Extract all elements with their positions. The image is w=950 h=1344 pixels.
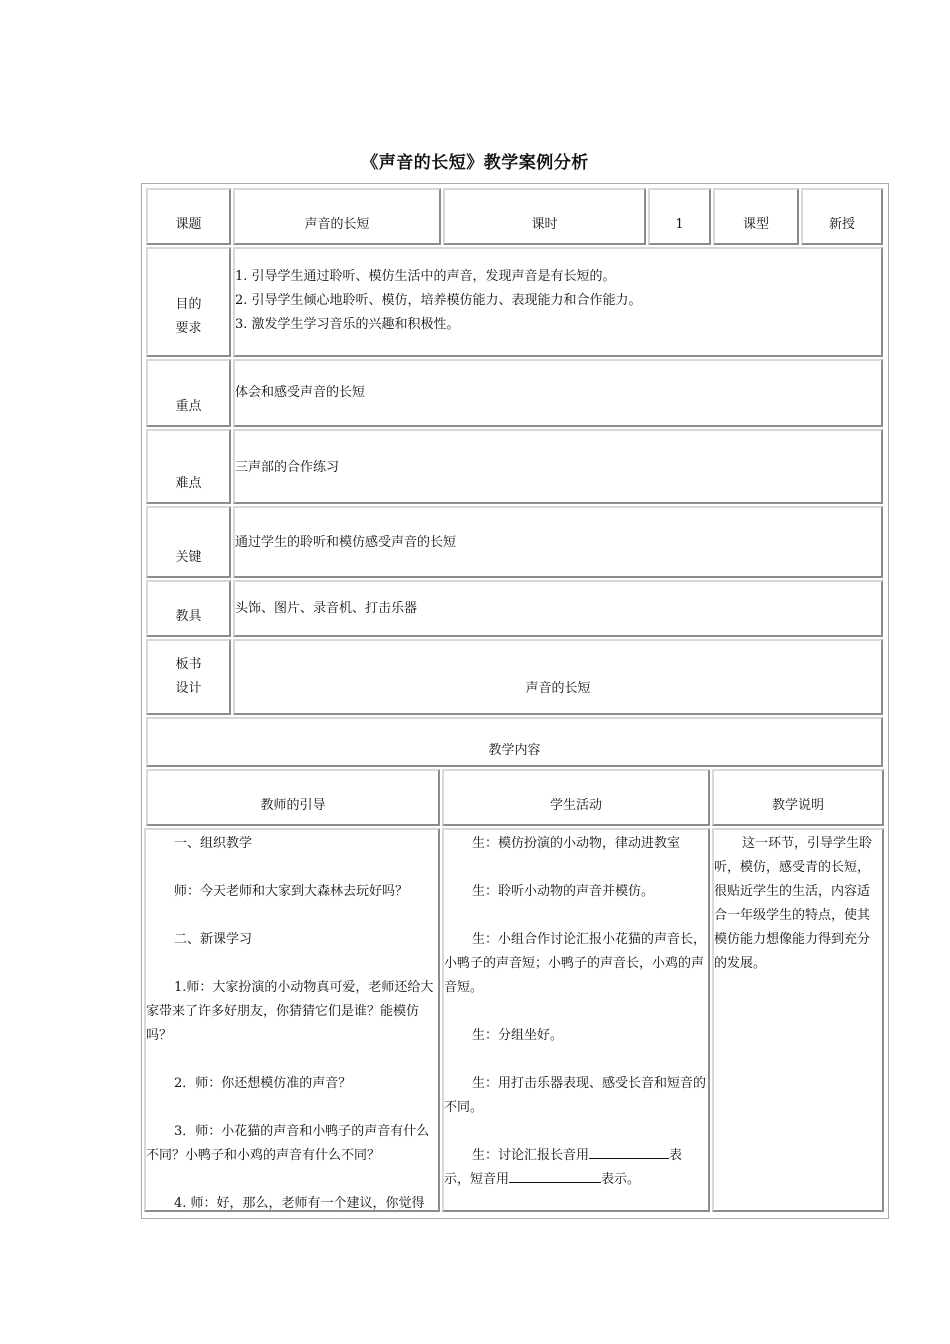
teacher-line-5: 2．师：你还想模仿准的声音？ <box>174 1076 352 1091</box>
student-activity-cell <box>442 828 710 1212</box>
short-note-blank <box>509 1170 601 1183</box>
goals-label-cell <box>146 247 231 357</box>
document-title: 《声音的长短》教学案例分析 <box>361 153 589 173</box>
student-line-6c: 表示。 <box>601 1172 641 1187</box>
teacher-column-header-cell <box>146 769 440 826</box>
key-point-label: 重点 <box>175 399 202 414</box>
subject-label-cell <box>146 188 231 245</box>
difficulty-label: 难点 <box>175 476 202 491</box>
content-heading: 教学内容 <box>488 743 541 758</box>
student-column-header-cell <box>442 769 710 826</box>
key-value: 通过学生的聆听和模仿感受声音的长短 <box>235 535 457 550</box>
board-label-line2: 设计 <box>175 681 202 696</box>
teacher-column-header: 教师的引导 <box>260 798 326 813</box>
subject-value-cell <box>233 188 441 245</box>
teacher-line-7: 4. 师：好，那么，老师有一个建议，你觉得 <box>174 1196 425 1211</box>
teacher-line-2: 师：今天老师和大家到大森林去玩好吗？ <box>174 884 409 899</box>
board-label-cell <box>146 639 231 715</box>
student-line-6b: 表示，短音用 <box>444 1148 683 1187</box>
goal-item-2: 2. 引导学生倾心地聆听、模仿，培养模仿能力、表现能力和合作能力。 <box>235 293 642 308</box>
teacher-line-1: 一、组织教学 <box>174 836 253 851</box>
key-point-label-cell <box>146 359 231 427</box>
teacher-guide-cell <box>144 828 440 1212</box>
board-value-cell <box>233 639 883 715</box>
goal-item-3: 3. 激发学生学习音乐的兴趣和积极性。 <box>235 317 460 332</box>
student-line-6a: 生：讨论汇报长音用 <box>472 1148 590 1163</box>
student-line-6 <box>444 1144 708 1192</box>
type-label: 课型 <box>742 217 769 232</box>
teaching-note: 这一环节，引导学生聆听，模仿，感受青的长短，很贴近学生的生活，内容适合一年级学生的特点，使其模仿能力想像能力得到充分的发展。 <box>714 836 873 971</box>
type-value-cell <box>801 188 883 245</box>
goals-value-cell <box>233 247 883 357</box>
period-label-cell <box>443 188 646 245</box>
difficulty-label-cell <box>146 429 231 504</box>
tools-label-cell <box>146 580 231 637</box>
goal-item-1: 1. 引导学生通过聆听、模仿生活中的声音，发现声音是有长短的。 <box>235 269 616 284</box>
board-value: 声音的长短 <box>525 681 591 696</box>
key-label-cell <box>146 506 231 578</box>
period-label: 课时 <box>531 217 558 232</box>
teacher-line-6: 3．师：小花猫的声音和小鸭子的声音有什么不同？小鸭子和小鸡的声音有什么不同？ <box>146 1124 430 1163</box>
teaching-note-cell <box>712 828 884 1212</box>
period-value-cell <box>648 188 711 245</box>
tools-label: 教具 <box>175 609 202 624</box>
key-value-cell <box>233 506 883 578</box>
difficulty-value-cell <box>233 429 883 504</box>
student-line-4: 生：分组坐好。 <box>472 1028 564 1043</box>
student-line-1: 生：模仿扮演的小动物，律动进教室 <box>472 836 681 851</box>
goals-label-line1: 目的 <box>175 297 202 312</box>
long-note-blank <box>589 1146 669 1159</box>
content-heading-cell <box>146 717 883 767</box>
subject-value: 声音的长短 <box>304 217 370 232</box>
difficulty-value: 三声部的合作练习 <box>235 460 340 475</box>
key-point-value-cell <box>233 359 883 427</box>
student-line-3: 生：小组合作讨论汇报小花猫的声音长，小鸭子的声音短；小鸭子的声音长，小鸡的声音短。 <box>444 932 707 995</box>
key-point-value: 体会和感受声音的长短 <box>235 385 366 400</box>
type-value: 新授 <box>828 217 855 232</box>
subject-label: 课题 <box>175 217 202 232</box>
tools-value-cell <box>233 580 883 637</box>
note-column-header-cell <box>712 769 884 826</box>
student-column-header: 学生活动 <box>549 798 602 813</box>
student-line-5: 生：用打击乐器表现、感受长音和短音的不同。 <box>444 1076 707 1115</box>
key-label: 关键 <box>175 550 202 565</box>
student-line-2: 生：聆听小动物的声音并模仿。 <box>472 884 655 899</box>
tools-value: 头饰、图片、录音机、打击乐器 <box>235 601 418 616</box>
teacher-line-3: 二、新课学习 <box>174 932 253 947</box>
goals-label-line2: 要求 <box>175 321 202 336</box>
board-label-line1: 板书 <box>175 657 202 672</box>
type-label-cell <box>713 188 799 245</box>
teacher-line-4: 1.师：大家扮演的小动物真可爱，老师还给大家带来了许多好朋友，你猜猜它们是谁？能模仿吗？ <box>146 980 434 1043</box>
note-column-header: 教学说明 <box>771 798 824 813</box>
period-value: 1 <box>675 217 684 232</box>
